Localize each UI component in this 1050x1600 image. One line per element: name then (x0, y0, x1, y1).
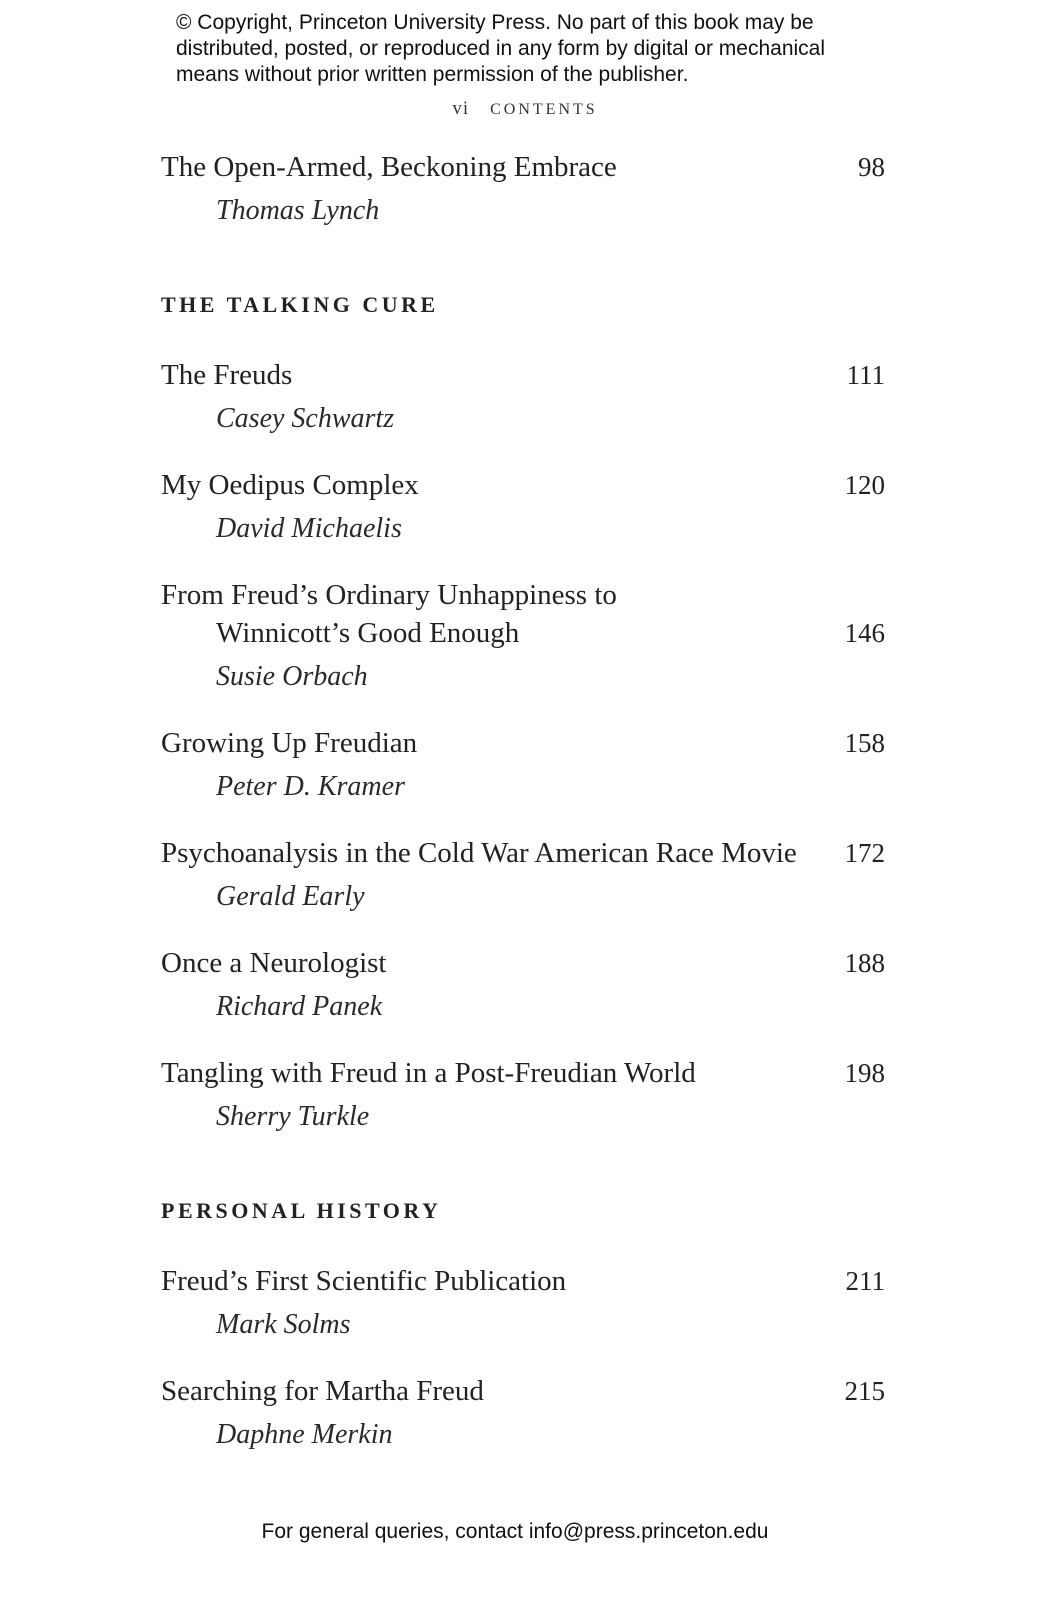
section-heading-talking-cure: THE TALKING CURE (161, 292, 439, 317)
toc-entry (161, 466, 885, 548)
toc-entry-title: Searching for Martha Freud (161, 1375, 484, 1407)
section-heading-personal-history: PERSONAL HISTORY (161, 1198, 442, 1223)
toc-entry-page: 188 (844, 948, 885, 978)
toc-entry-author: Sherry Turkle (216, 1101, 370, 1132)
toc-entry (161, 148, 885, 230)
toc-entry-author: Gerald Early (216, 881, 365, 912)
running-head (0, 98, 1050, 120)
toc-entry (161, 1262, 885, 1344)
copyright-notice: © Copyright, Princeton University Press. No part of this book may be distributed, posted, or reproduced in any form by digital or mechanical means without prior written permission of the publisher. (176, 11, 826, 86)
table-of-contents (161, 148, 885, 1482)
toc-entry-title-line1: From Freud’s Ordinary Unhappiness to (161, 579, 617, 611)
toc-entry-row (161, 466, 885, 504)
toc-entry-title: My Oedipus Complex (161, 469, 419, 501)
toc-entry-title: Growing Up Freudian (161, 727, 418, 759)
toc-entry-author: Thomas Lynch (216, 195, 380, 226)
toc-entry-row (161, 724, 885, 762)
toc-entry-title: Psychoanalysis in the Cold War American Race Movie (161, 837, 797, 869)
toc-entry-row (161, 834, 885, 872)
toc-entry-row (161, 1372, 885, 1410)
toc-entry-author: Peter D. Kramer (216, 771, 405, 802)
toc-entry-author: Susie Orbach (216, 661, 368, 692)
toc-entry-title: The Freuds (161, 359, 293, 391)
toc-entry-row (161, 1054, 885, 1092)
toc-entry-page: 158 (844, 728, 885, 758)
running-head-label: CONTENTS (490, 101, 598, 118)
toc-entry-page: 198 (844, 1058, 885, 1088)
toc-entry (161, 1054, 885, 1136)
toc-entry (161, 1372, 885, 1454)
toc-entry-page: 172 (844, 838, 885, 868)
toc-entry-title: Tangling with Freud in a Post-Freudian World (161, 1057, 696, 1089)
toc-entry-title-line2: Winnicott’s Good Enough (216, 617, 520, 649)
page-number: vi (452, 98, 470, 119)
toc-entry-row (161, 1262, 885, 1300)
footer-contact: For general queries, contact info@press.princeton.edu (261, 1520, 769, 1543)
toc-entry-page: 146 (844, 618, 885, 648)
toc-entry (161, 356, 885, 438)
toc-entry (161, 724, 885, 806)
toc-entry (161, 944, 885, 1026)
toc-entry-row (161, 356, 885, 394)
toc-entry-title: Once a Neurologist (161, 947, 387, 979)
toc-entry-author: David Michaelis (216, 513, 402, 544)
toc-entry-title (161, 576, 617, 652)
toc-entry-row (161, 944, 885, 982)
toc-entry-page: 98 (858, 152, 885, 182)
toc-entry-page: 211 (845, 1266, 885, 1296)
toc-entry-author: Mark Solms (216, 1309, 351, 1340)
toc-entry-title: Freud’s First Scientific Publication (161, 1265, 567, 1297)
toc-entry-author: Daphne Merkin (216, 1419, 393, 1450)
toc-entry-page: 111 (846, 360, 885, 390)
toc-entry-title: The Open-Armed, Beckoning Embrace (161, 151, 617, 183)
toc-entry-author: Casey Schwartz (216, 403, 395, 434)
toc-entry-author: Richard Panek (216, 991, 383, 1022)
toc-entry (161, 834, 885, 916)
toc-entry (161, 576, 885, 696)
toc-entry-row (161, 576, 885, 652)
toc-entry-page: 215 (844, 1376, 885, 1406)
toc-entry-row (161, 148, 885, 186)
toc-entry-page: 120 (844, 470, 885, 500)
